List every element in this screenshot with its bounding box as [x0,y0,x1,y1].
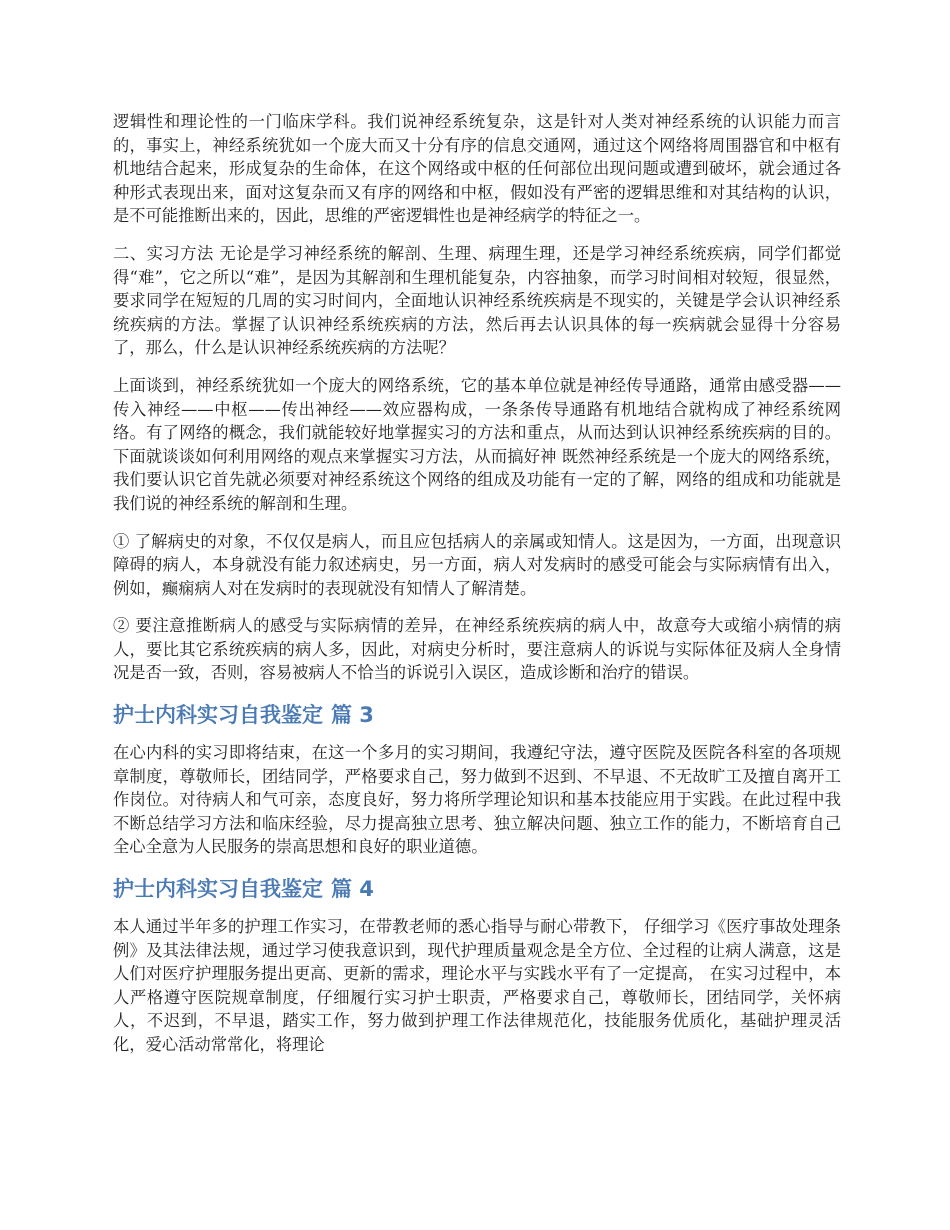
body-paragraph: 本人通过半年多的护理工作实习，在带教老师的悉心指导与耐心带教下， 仔细学习《医疗事故处理条例》及其法律法规，通过学习使我意识到，现代护理质量观念是全方位、全过程的让病人满意，这是人们对医疗护理服务提出更高、更新的需求，理论水平与实践水平有了一定提高， 在实习过程中，本人严格遵守医院规章制度，仔细履行实习护士职责，严格要求自己，尊敬师长，团结同学，关怀病人，不迟到，不早退，踏实工作，努力做到护理工作法律规范化，技能服务优质化，基础护理灵活化，爱心活动常常化，将理论 [113,917,841,1054]
body-paragraph: ① 了解病史的对象，不仅仅是病人，而且应包括病人的亲属或知情人。这是因为，一方面，出现意识障碍的病人，本身就没有能力叙述病史，另一方面，病人对发病时的感受可能会与实际病情有出入，例如，癫痫病人对在发病时的表现就没有知情人了解清楚。 [113,531,841,598]
section-heading-4 [113,873,841,905]
section-heading-title: 护士内科实习自我鉴定 [113,703,323,728]
document-page [113,110,841,1071]
body-paragraph: ② 要注意推断病人的感受与实际病情的差异，在神经系统疾病的病人中，故意夸大或缩小病情的病人，要比其它系统疾病的病人多，因此，对病史分析时，要注意病人的诉说与实际体征及病人全身情况是否一致，否则，容易被病人不恰当的诉说引入误区，造成诊断和治疗的错误。 [113,616,841,683]
body-paragraph: 二、实习方法 无论是学习神经系统的解剖、生理、病理生理，还是学习神经系统疾病，同学们都觉得“难”，它之所以“难”，是因为其解剖和生理机能复杂，内容抽象，而学习时间相对较短，很显然，要求同学在短短的几周的实习时间内，全面地认识神经系统疾病是不现实的，关键是学会认识神经系统疾病的方法。掌握了认识神经系统疾病的方法，然后再去认识具体的每一疾病就会显得十分容易了，那么，什么是认识神经系统疾病的方法呢？ [113,243,841,358]
body-paragraph: 逻辑性和理论性的一门临床学科。我们说神经系统复杂，这是针对人类对神经系统的认识能力而言的，事实上，神经系统犹如一个庞大而又十分有序的信息交通网，通过这个网络将周围器官和中枢有机地结合起来，形成复杂的生命体，在这个网络或中枢的任何部位出现问题或遭到破坏，就会通过各种形式表现出来，面对这复杂而又有序的网络和中枢，假如没有严密的逻辑思维和对其结构的认识，是不可能推断出来的，因此，思维的严密逻辑性也是神经病学的特征之一。 [113,112,841,226]
section-heading-3 [113,699,841,731]
section-heading-title: 护士内科实习自我鉴定 [113,877,323,902]
body-paragraph: 在心内科的实习即将结束，在这一个多月的实习期间，我遵纪守法，遵守医院及医院各科室的各项规章制度，尊敬师长，团结同学，严格要求自己，努力做到不迟到、不早退、不无故旷工及擅自离开工作岗位。对待病人和气可亲，态度良好，努力将所学理论知识和基本技能应用于实践。在此过程中我不断总结学习方法和临床经验，尽力提高独立思考、独立解决问题、独立工作的能力，不断培育自己全心全意为人民服务的崇高思想和良好的职业道德。 [113,743,841,857]
section-heading-number: 篇 3 [331,703,374,728]
section-heading-number: 篇 4 [331,877,374,902]
body-paragraph: 上面谈到，神经系统犹如一个庞大的网络系统，它的基本单位就是神经传导通路，通常由感受器——传入神经——中枢——传出神经——效应器构成，一条条传导通路有机地结合就构成了神经系统网络。有了网络的概念，我们就能较好地掌握实习的方法和重点，从而达到认识神经系统疾病的目的。下面就谈谈如何利用网络的观点来掌握实习方法，从而搞好神 既然神经系统是一个庞大的网络系统，我们要认识它首先就必须要对神经系统这个网络的组成及功能有一定的了解，网络的组成和功能就是我们说的神经系统的解剖和生理。 [113,375,841,513]
